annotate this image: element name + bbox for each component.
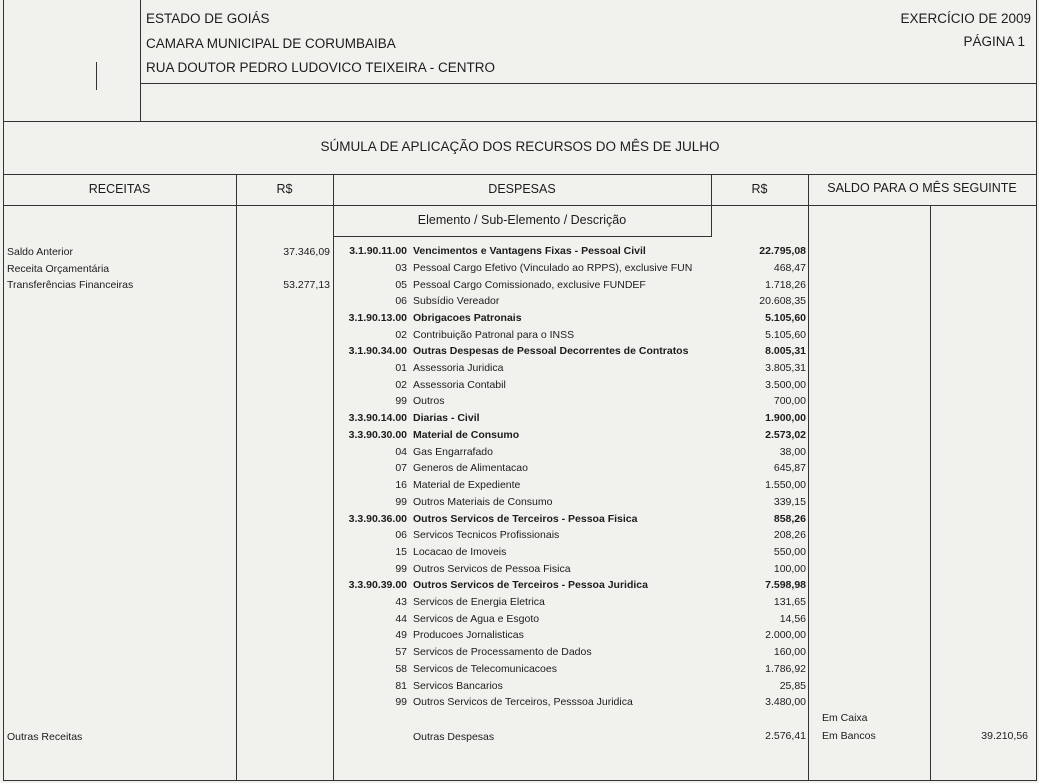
despesa-code: 49 — [395, 629, 407, 641]
fiscal-year: EXERCÍCIO DE 2009 — [900, 11, 1031, 26]
despesa-code: 03 — [395, 262, 407, 274]
despesa-value: 1.718,26 — [765, 279, 806, 291]
col-saldo: SALDO PARA O MÊS SEGUINTE — [827, 181, 1017, 195]
em-bancos-label: Em Bancos — [822, 730, 876, 742]
entity-name: CAMARA MUNICIPAL DE CORUMBAIBA — [146, 36, 396, 51]
despesa-desc: Outros Servicos de Terceiros - Pessoa Juridica — [413, 579, 648, 591]
despesa-desc: Subsídio Vereador — [413, 295, 500, 307]
despesa-desc: Servicos de Agua e Esgoto — [413, 613, 540, 625]
despesa-code: 99 — [395, 696, 407, 708]
despesa-code: 04 — [395, 446, 407, 458]
despesa-desc: Outros Materiais de Consumo — [413, 496, 553, 508]
despesa-value: 208,26 — [773, 529, 806, 541]
despesa-code: 99 — [395, 563, 407, 575]
despesa-code: 44 — [395, 613, 407, 625]
despesa-value: 1.900,00 — [765, 412, 806, 424]
despesa-value: 5.105,60 — [765, 329, 806, 341]
col-receitas-rs: R$ — [276, 182, 293, 196]
despesa-code: 05 — [395, 279, 407, 291]
despesa-desc: Servicos Tecnicos Profissionais — [413, 529, 560, 541]
despesa-desc: Assessoria Contabil — [413, 379, 506, 391]
despesa-value: 550,00 — [773, 546, 806, 558]
col-despesas: DESPESAS — [488, 182, 556, 196]
despesa-value: 858,26 — [773, 513, 806, 525]
despesa-desc: Generos de Alimentacao — [413, 462, 528, 474]
despesa-value: 1.786,92 — [765, 663, 806, 675]
despesa-value: 3.500,00 — [765, 379, 806, 391]
despesa-value: 25,85 — [779, 680, 806, 692]
despesa-value: 1.550,00 — [765, 479, 806, 491]
outras-receitas-label: Outras Receitas — [7, 731, 83, 743]
despesa-value: 100,00 — [773, 563, 806, 575]
despesa-code: 3.1.90.11.00 — [349, 245, 407, 257]
receita-value: 53.277,13 — [283, 279, 330, 291]
despesa-value: 8.005,31 — [765, 345, 806, 357]
receita-value: 37.346,09 — [283, 246, 330, 258]
despesa-value: 700,00 — [773, 395, 806, 407]
despesa-value: 14,56 — [779, 613, 806, 625]
receita-label: Saldo Anterior — [7, 246, 73, 258]
col-despesas-rs: R$ — [751, 182, 768, 196]
despesa-value: 22.795,08 — [759, 245, 806, 257]
despesa-code: 99 — [395, 496, 407, 508]
despesa-code: 99 — [395, 395, 407, 407]
logo-mark — [96, 62, 97, 90]
despesa-code: 02 — [395, 329, 407, 341]
despesa-value: 20.608,35 — [759, 295, 806, 307]
despesa-code: 81 — [395, 680, 407, 692]
despesa-value: 2.573,02 — [765, 429, 806, 441]
despesa-desc: Servicos de Telecomunicacoes — [413, 663, 557, 675]
despesa-desc: Obrigacoes Patronais — [413, 312, 522, 324]
despesa-code: 3.3.90.36.00 — [348, 513, 407, 525]
despesa-code: 01 — [395, 362, 407, 374]
despesa-code: 57 — [395, 646, 407, 658]
despesa-desc: Outras Despesas de Pessoal Decorrentes de Contratos — [413, 345, 689, 357]
state-name: ESTADO DE GOIÁS — [146, 11, 270, 26]
despesa-desc: Servicos Bancarios — [413, 680, 503, 692]
despesa-desc: Pessoal Cargo Efetivo (Vinculado ao RPPS), exclusive FUN — [413, 262, 693, 274]
despesa-desc: Diarias - Civil — [413, 412, 480, 424]
despesa-code: 3.1.90.13.00 — [348, 312, 407, 324]
despesa-desc: Producoes Jornalisticas — [413, 629, 524, 641]
despesa-desc: Contribuição Patronal para o INSS — [413, 329, 575, 341]
despesa-code: 07 — [395, 462, 407, 474]
outras-despesas-label: Outras Despesas — [413, 731, 495, 743]
despesa-value: 5.105,60 — [765, 312, 806, 324]
despesa-code: 3.3.90.30.00 — [348, 429, 407, 441]
receita-label: Transferências Financeiras — [7, 279, 134, 291]
outras-despesas-value: 2.576,41 — [765, 730, 806, 742]
despesa-code: 43 — [395, 596, 407, 608]
page-number: PÁGINA 1 — [963, 34, 1025, 49]
despesa-code: 16 — [395, 479, 407, 491]
despesa-desc: Material de Expediente — [413, 479, 521, 491]
despesa-desc: Outros Servicos de Terceiros - Pessoa Fisica — [413, 513, 638, 525]
despesa-value: 645,87 — [773, 462, 806, 474]
despesa-desc: Locacao de Imoveis — [413, 546, 507, 558]
despesa-code: 3.3.90.14.00 — [348, 412, 407, 424]
despesa-code: 3.1.90.34.00 — [348, 345, 407, 357]
em-caixa-label: Em Caixa — [822, 712, 868, 724]
despesa-desc: Servicos de Energia Eletrica — [413, 596, 545, 608]
despesa-desc: Servicos de Processamento de Dados — [413, 646, 592, 658]
receita-label: Receita Orçamentária — [7, 263, 110, 275]
despesa-desc: Outros Servicos de Terceiros, Pesssoa Juridica — [413, 696, 633, 708]
despesa-code: 3.3.90.39.00 — [348, 579, 407, 591]
despesa-value: 2.000,00 — [765, 629, 806, 641]
despesa-desc: Pessoal Cargo Comissionado, exclusive FUNDEF — [413, 279, 646, 291]
despesa-value: 468,47 — [773, 262, 806, 274]
report-title: SÚMULA DE APLICAÇÃO DOS RECURSOS DO MÊS DE JULHO — [320, 139, 720, 154]
despesa-value: 3.480,00 — [765, 696, 806, 708]
despesa-value: 3.805,31 — [765, 362, 806, 374]
em-bancos-value: 39.210,56 — [981, 730, 1028, 742]
despesa-value: 160,00 — [773, 646, 806, 658]
despesa-desc: Assessoria Juridica — [413, 362, 504, 374]
entity-address: RUA DOUTOR PEDRO LUDOVICO TEIXEIRA - CENTRO — [146, 60, 496, 75]
despesa-value: 38,00 — [779, 446, 806, 458]
despesa-desc: Vencimentos e Vantagens Fixas - Pessoal Civil — [413, 245, 646, 257]
despesa-value: 7.598,98 — [765, 579, 806, 591]
despesas-sub-header: Elemento / Sub-Elemento / Descrição — [417, 213, 627, 227]
despesa-desc: Material de Consumo — [413, 429, 520, 441]
despesa-code: 15 — [395, 546, 407, 558]
despesa-desc: Gas Engarrafado — [413, 446, 493, 458]
despesa-desc: Outros — [413, 395, 445, 407]
despesa-value: 131,65 — [773, 596, 806, 608]
despesa-desc: Outros Servicos de Pessoa Fisica — [413, 563, 571, 575]
despesa-value: 339,15 — [773, 496, 806, 508]
despesa-code: 06 — [395, 295, 407, 307]
despesa-code: 06 — [395, 529, 407, 541]
col-receitas: RECEITAS — [88, 182, 151, 196]
despesa-code: 02 — [395, 379, 407, 391]
despesa-code: 58 — [395, 663, 407, 675]
